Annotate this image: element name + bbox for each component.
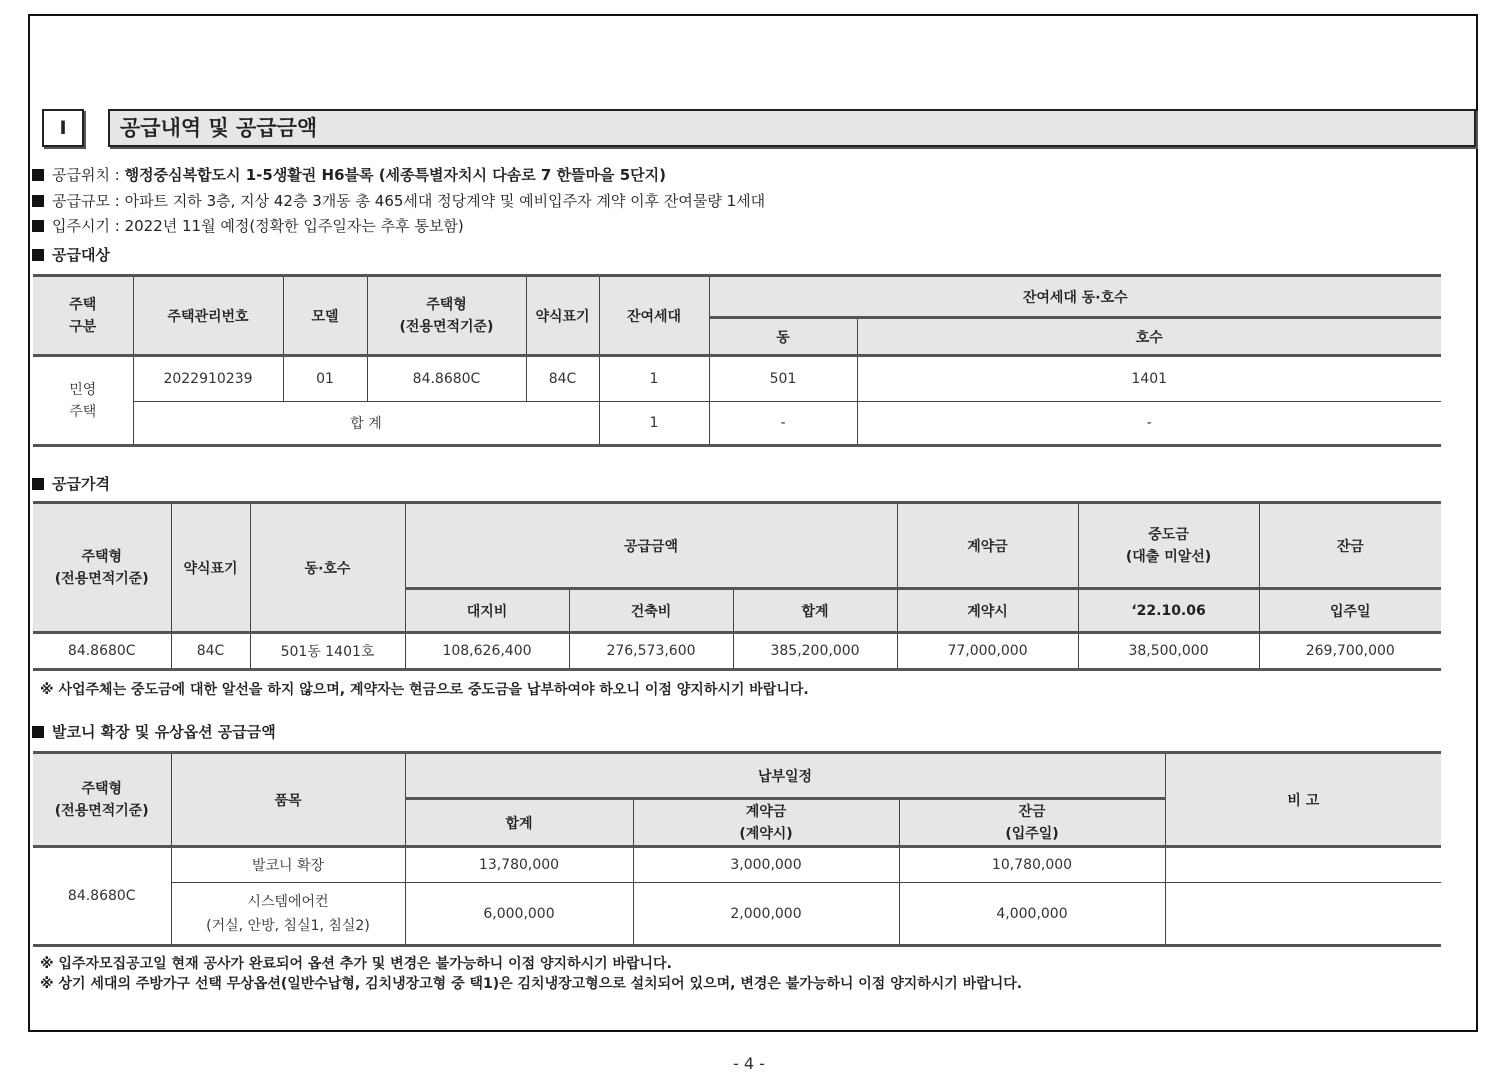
cell-sum: 385,200,000 — [733, 633, 897, 670]
cell-mgmt-no: 2022910239 — [133, 356, 283, 402]
cell-ho: 1401 — [857, 356, 1441, 402]
info-scale-label: 공급규모 : — [52, 192, 120, 210]
section-number: I — [42, 109, 84, 147]
price-heading — [32, 473, 110, 494]
info-location-value: 행정중심복합도시 1-5생활권 H6블록 (세종특별자치시 다솜로 7 한뜰마을 5단지) — [124, 166, 667, 184]
th-remaining-unit: 잔여세대 동·호수 — [709, 276, 1441, 318]
th-price-unit: 동·호수 — [250, 503, 405, 633]
square-bullet-icon — [32, 478, 44, 490]
th-balance-when: 입주일 — [1259, 589, 1441, 633]
cell-balance: 269,700,000 — [1259, 633, 1441, 670]
target-heading — [32, 244, 110, 265]
info-movein-value: 2022년 11월 예정(정확한 입주일자는 추후 통보함) — [124, 217, 464, 235]
th-deposit: 계약금 — [897, 503, 1078, 589]
th-mgmt-no: 주택관리번호 — [133, 276, 283, 356]
cell-middle: 38,500,000 — [1078, 633, 1259, 670]
th-price-type: 주택형 (전용면적기준) — [33, 503, 171, 633]
cell-opt-balance-1: 4,000,000 — [899, 883, 1165, 946]
cell-opt-sum-0: 13,780,000 — [405, 847, 633, 883]
square-bullet-icon — [32, 249, 44, 261]
cell-total-ho: - — [857, 402, 1441, 446]
square-bullet-icon — [32, 220, 44, 232]
th-supply: 공급금액 — [405, 503, 897, 589]
cell-opt-deposit-1: 2,000,000 — [633, 883, 899, 946]
price-note: ※ 사업주체는 중도금에 대한 알선을 하지 않으며, 계약자는 현금으로 중도금을 납부하여야 하오니 이점 양지하시기 바랍니다. — [40, 682, 809, 698]
options-heading — [32, 721, 276, 742]
th-item: 품목 — [171, 753, 405, 847]
cell-price-abbr: 84C — [171, 633, 250, 670]
info-movein — [32, 215, 464, 236]
info-location — [32, 164, 666, 185]
cell-dong: 501 — [709, 356, 857, 402]
options-note-1: ※ 입주자모집공고일 현재 공사가 완료되어 옵션 추가 및 변경은 불가능하니 이점 양지하시기 바랍니다. — [40, 956, 672, 972]
th-sum: 합계 — [733, 589, 897, 633]
square-bullet-icon — [32, 726, 44, 738]
th-model: 모델 — [283, 276, 367, 356]
cell-remark-0 — [1165, 847, 1441, 883]
th-housing-category: 주택 구분 — [33, 276, 133, 356]
info-scale — [32, 190, 765, 211]
cell-type: 84.8680C — [367, 356, 526, 402]
th-middle: 중도금 (대출 미알선) — [1078, 503, 1259, 589]
info-location-label: 공급위치 : — [52, 166, 120, 184]
cell-remark-1 — [1165, 883, 1441, 946]
cell-price-unit: 501동 1401호 — [250, 633, 405, 670]
th-opt-deposit: 계약금 (계약시) — [633, 799, 899, 847]
th-opt-sum: 합계 — [405, 799, 633, 847]
cell-abbr: 84C — [526, 356, 599, 402]
options-heading-text: 발코니 확장 및 유상옵션 공급금액 — [52, 723, 276, 741]
square-bullet-icon — [32, 195, 44, 207]
cell-building: 276,573,600 — [569, 633, 733, 670]
options-note-2: ※ 상기 세대의 주방가구 선택 무상옵션(일반수납형, 김치냉장고형 중 택1)은 김치냉장고형으로 설치되어 있으며, 변경은 불가능하니 이점 양지하시기 바랍니다. — [40, 976, 1023, 992]
cell-category: 민영 주택 — [33, 356, 133, 446]
options-table — [33, 751, 1441, 947]
section-title: 공급내역 및 공급금액 — [108, 109, 1476, 147]
cell-remaining: 1 — [599, 356, 709, 402]
th-opt-type: 주택형 (전용면적기준) — [33, 753, 171, 847]
th-land: 대지비 — [405, 589, 569, 633]
cell-total-remaining: 1 — [599, 402, 709, 446]
target-heading-text: 공급대상 — [52, 246, 110, 264]
th-type: 주택형 (전용면적기준) — [367, 276, 526, 356]
th-remark: 비 고 — [1165, 753, 1441, 847]
th-schedule: 납부일정 — [405, 753, 1165, 799]
target-table — [33, 274, 1441, 447]
price-table — [33, 501, 1441, 671]
cell-opt-type: 84.8680C — [33, 847, 171, 946]
th-dong: 동 — [709, 318, 857, 356]
square-bullet-icon — [32, 169, 44, 181]
cell-deposit: 77,000,000 — [897, 633, 1078, 670]
th-opt-balance: 잔금 (입주일) — [899, 799, 1165, 847]
cell-model: 01 — [283, 356, 367, 402]
price-heading-text: 공급가격 — [52, 475, 110, 493]
th-ho: 호수 — [857, 318, 1441, 356]
info-movein-label: 입주시기 : — [52, 217, 120, 235]
info-scale-value: 아파트 지하 3층, 지상 42층 3개동 총 465세대 정당계약 및 예비입주자 계약 이후 잔여물량 1세대 — [124, 192, 766, 210]
cell-total-label: 합 계 — [133, 402, 599, 446]
cell-total-dong: - — [709, 402, 857, 446]
cell-opt-balance-0: 10,780,000 — [899, 847, 1165, 883]
th-deposit-when: 계약시 — [897, 589, 1078, 633]
cell-opt-deposit-0: 3,000,000 — [633, 847, 899, 883]
th-abbr: 약식표기 — [526, 276, 599, 356]
th-middle-when: ‘22.10.06 — [1078, 589, 1259, 633]
th-balance: 잔금 — [1259, 503, 1441, 589]
th-price-abbr: 약식표기 — [171, 503, 250, 633]
cell-item-balcony: 발코니 확장 — [171, 847, 405, 883]
cell-item-aircon: 시스템에어컨 (거실, 안방, 침실1, 침실2) — [171, 883, 405, 946]
th-building: 건축비 — [569, 589, 733, 633]
th-remaining: 잔여세대 — [599, 276, 709, 356]
page-number: - 4 - — [733, 1054, 765, 1073]
cell-land: 108,626,400 — [405, 633, 569, 670]
cell-opt-sum-1: 6,000,000 — [405, 883, 633, 946]
cell-price-type: 84.8680C — [33, 633, 171, 670]
